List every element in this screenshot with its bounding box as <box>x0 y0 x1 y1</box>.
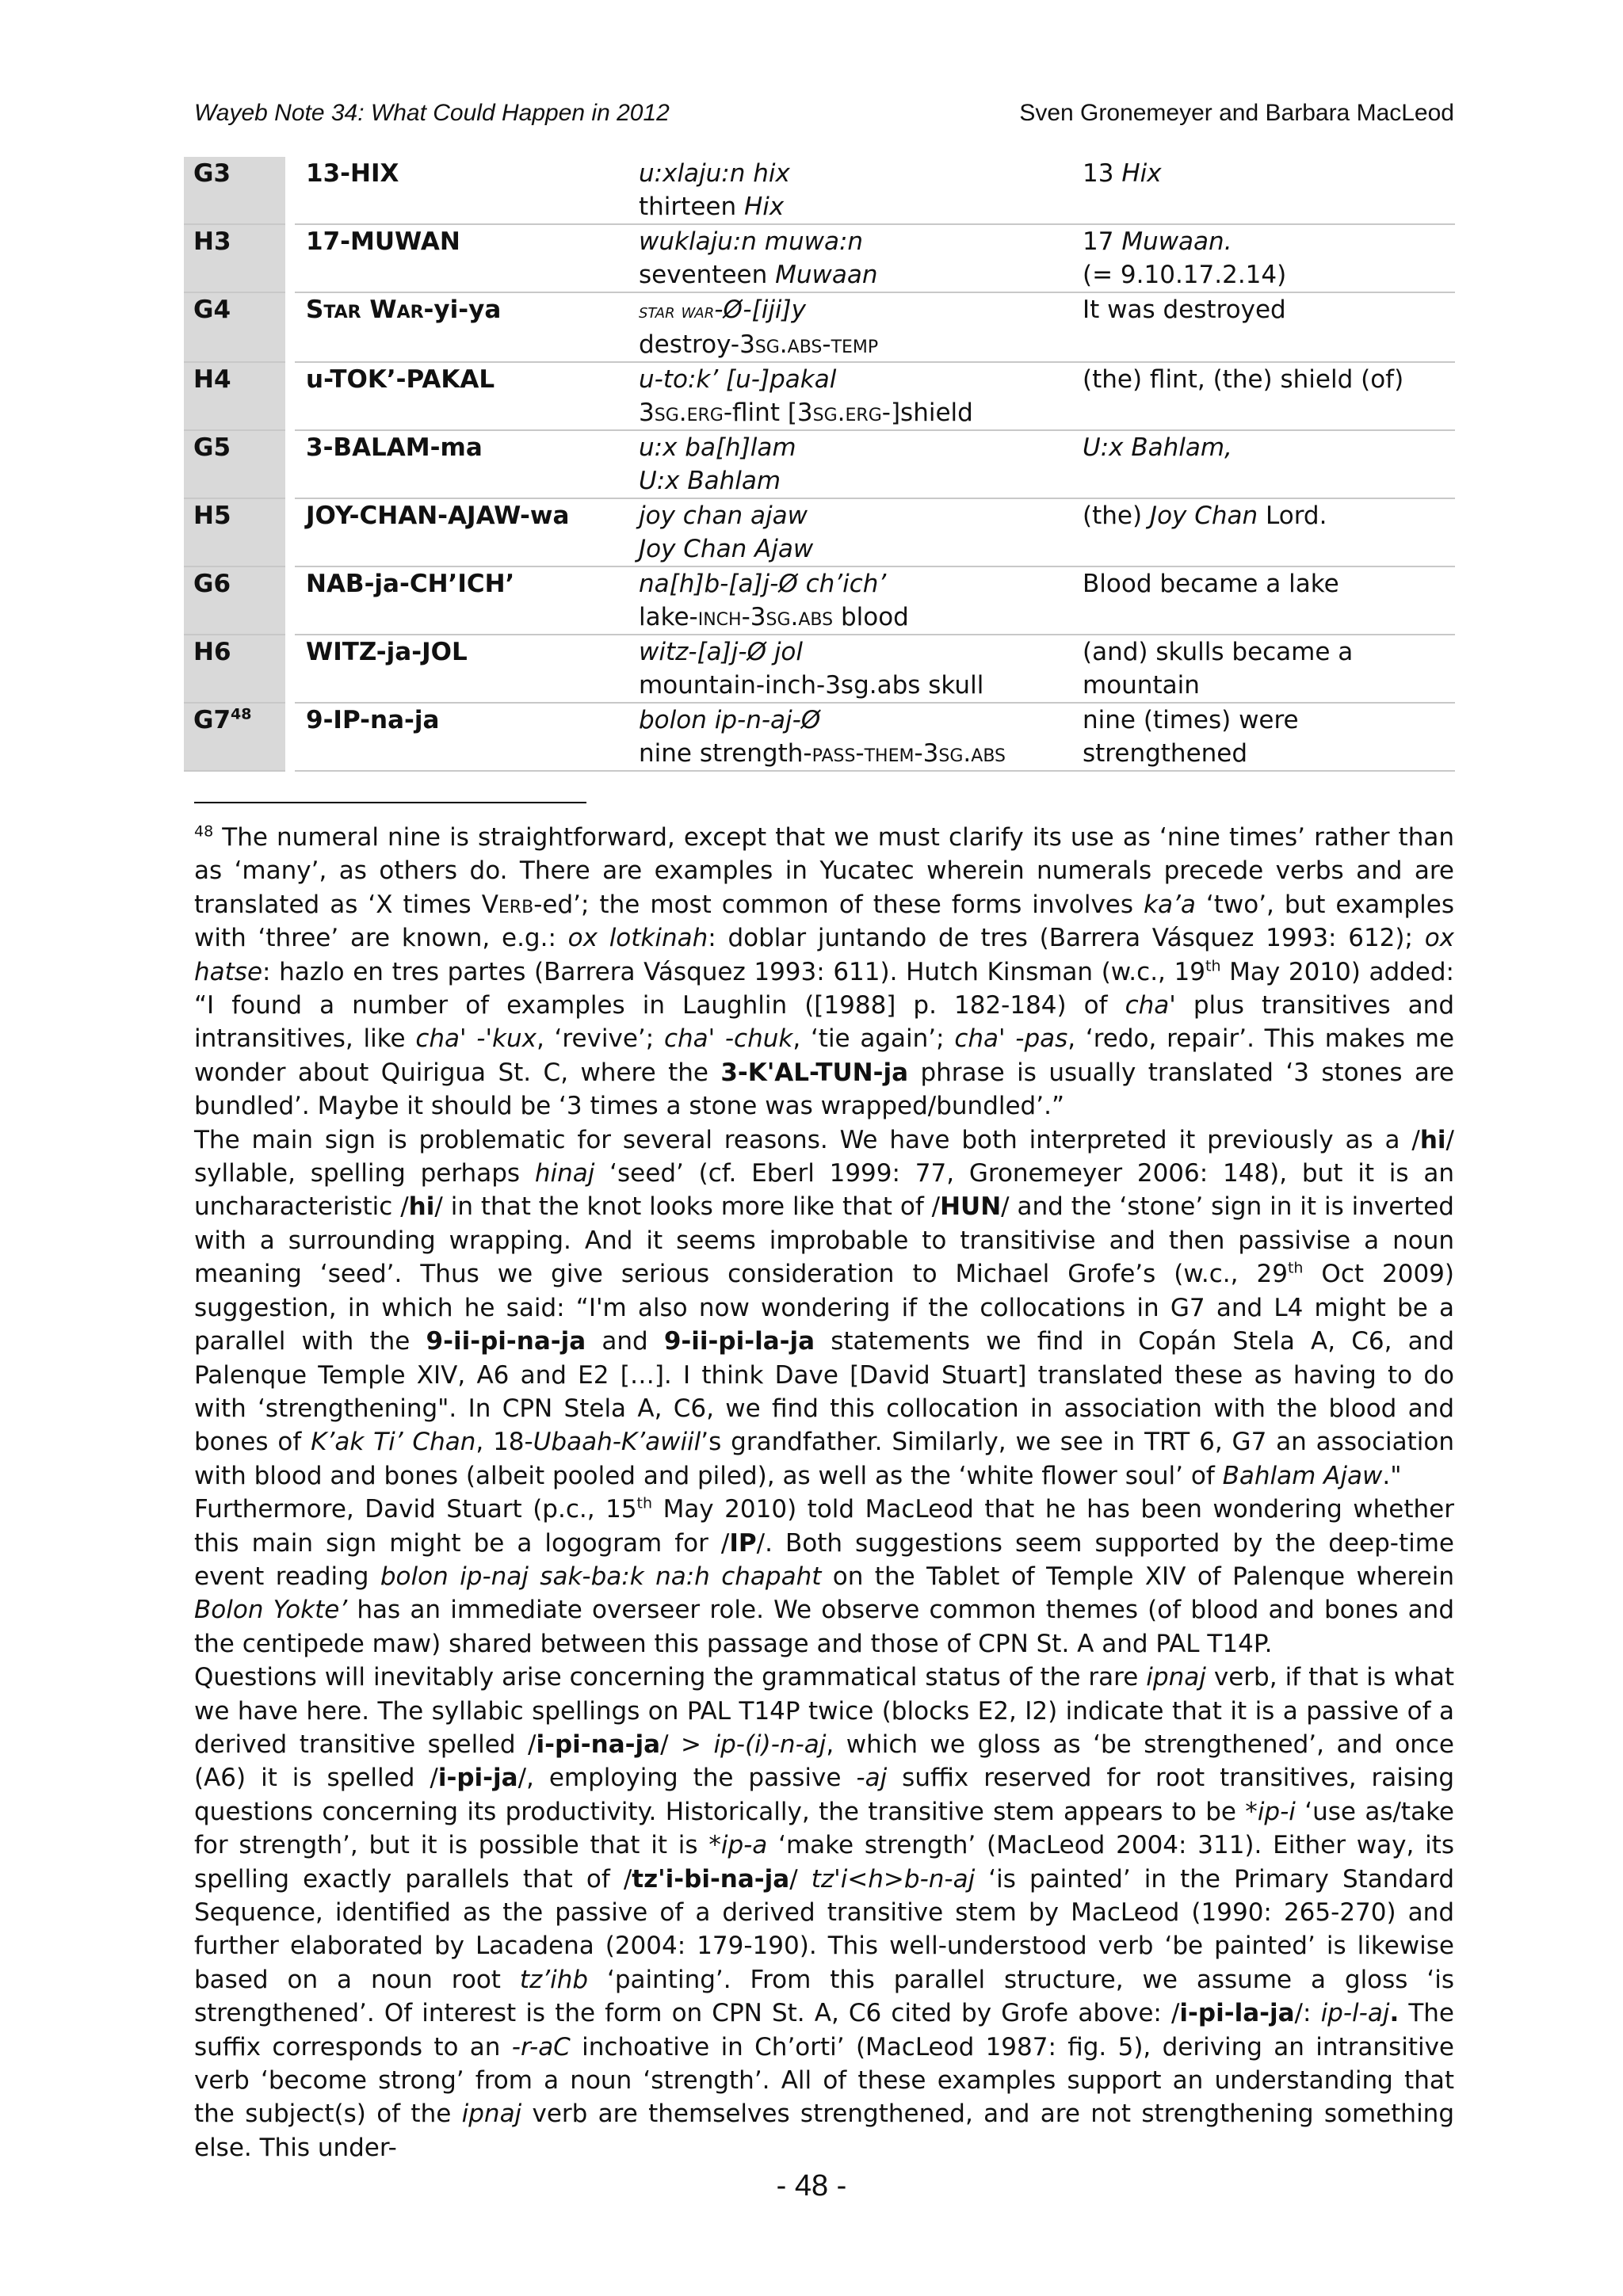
page-number: - 48 - <box>776 2169 847 2203</box>
transliteration: JOY-CHAN-AJAW-wa <box>295 498 628 566</box>
transcription: joy chan ajaw Joy Chan Ajaw <box>628 498 1071 566</box>
transcription: na[h]b-[a]j-Ø ch’ich’ lake-inch-3sg.abs blood <box>628 566 1071 635</box>
table-row <box>184 498 1455 566</box>
translation: (the) Joy Chan Lord. <box>1071 498 1455 566</box>
paragraph-grammar: Questions will inevitably arise concerning the grammatical status of the rare ipnaj verb, if that is what we have here. The syllabic spellings on PAL T14P twice (blocks E2, I2) indicate that it is a passive of a derived transitive spelled /i-pi-na-ja/ > ip-(i)-n-aj, which we gloss as ‘be strengthened’, and once (A6) it is spelled /i-pi-ja/, employing the passive -aj suffix reserved for root transitives, raising questions concerning its productivity. Historically, the transitive stem appears to be *ip-i ‘use as/take for strength’, but it is possible that it is *ip-a ‘make strength’ (MacLeod 2004: 311). Either way, its spelling exactly parallels that of /tz'i-bi-na-ja/ tz'i<h>b-n-aj ‘is painted’ in the Primary Standard Sequence, identified as the passive of a derived transitive stem by MacLeod (1990: 265-270) and further elaborated by Lacadena (2004: 179-190). This well-understood verb ‘be painted’ is likewise based on a noun root tz’ihb ‘painting’. From this parallel structure, we assume a gloss ‘is strengthened’. Of interest is the form on CPN St. A, C6 cited by Grofe above: /i-pi-la-ja/: ip-l-aj. The suffix corresponds to an -r-aC inchoative in Ch’orti’ (MacLeod 1987: fig. 5), deriving an intransitive verb ‘become strong’ from a noun ‘strength’. All of these examples support an understanding that the subject(s) of the ipnaj verb are themselves strengthened, and are not strengthening something else. This under- <box>194 1663 1455 2162</box>
table-row <box>184 566 1455 635</box>
table-row <box>184 362 1455 430</box>
transliteration: 17-MUWAN <box>295 224 628 292</box>
table-row <box>184 224 1455 292</box>
gloss-table <box>184 157 1455 772</box>
transcription: bolon ip-n-aj-Ø nine strength-pass-them-3sg.abs <box>628 703 1071 771</box>
translation: Blood became a lake <box>1071 566 1455 635</box>
running-header <box>194 100 1454 132</box>
block-id: $G7^{48}$ <box>184 703 285 771</box>
footnote-ref[interactable]: 48 <box>231 705 252 723</box>
transcription: u:xlaju:n hix thirteen Hix <box>628 157 1071 224</box>
header-authors: Sven Gronemeyer and Barbara MacLeod <box>1019 100 1454 126</box>
transcription: u:x ba[h]lam U:x Bahlam <box>628 430 1071 498</box>
transliteration: NAB-ja-CH’ICH’ <box>295 566 628 635</box>
translation: U:x Bahlam, <box>1071 430 1455 498</box>
block-id: H3 <box>184 224 285 292</box>
transliteration: 13-HIX <box>295 157 628 224</box>
table-row <box>184 703 1455 771</box>
translation: 17 Muwaan. (= 9.10.17.2.14) <box>1071 224 1455 292</box>
paragraph-stuart: Furthermore, David Stuart (p.c., 15th May 2010) told MacLeod that he has been wondering whether this main sign might be a logogram for /IP/. Both suggestions seem supported by the deep-time event reading bolon ip-naj sak-ba:k na:h chapaht on the Tablet of Temple XIV of Palenque wherein Bolon Yokte’ has an immediate overseer role. We observe common themes (of blood and bones and the centipede maw) shared between this passage and those of CPN St. A and PAL T14P. <box>194 1494 1455 1658</box>
translation: (the) flint, (the) shield (of) <box>1071 362 1455 430</box>
transliteration: Star War-yi-ya <box>295 292 628 362</box>
block-id: H6 <box>184 635 285 703</box>
block-id: G5 <box>184 430 285 498</box>
table-row <box>184 635 1455 703</box>
translation: It was destroyed <box>1071 292 1455 362</box>
transliteration: WITZ-ja-JOL <box>295 635 628 703</box>
block-id: G3 <box>184 157 285 224</box>
translation: nine (times) were strengthened <box>1071 703 1455 771</box>
translation: (and) skulls became a mountain <box>1071 635 1455 703</box>
transliteration: 9-IP-na-ja <box>295 703 628 771</box>
table-row <box>184 430 1455 498</box>
body-text <box>194 821 1454 2164</box>
table-row <box>184 157 1455 224</box>
block-id: H4 <box>184 362 285 430</box>
block-id: G6 <box>184 566 285 635</box>
transliteration: u-TOK’-PAKAL <box>295 362 628 430</box>
transcription: witz-[a]j-Ø jol mountain-inch-3sg.abs skull <box>628 635 1071 703</box>
paragraph-main-sign: The main sign is problematic for several reasons. We have both interpreted it previously as a /hi/ syllable, spelling perhaps hinaj ‘seed’ (cf. Eberl 1999: 77, Gronemeyer 2006: 148), but it is an uncharacteristic /hi/ in that the knot looks more like that of /HUN/ and the ‘stone’ sign in it is inverted with a surrounding wrapping. And it seems improbable to transitivise and then passivise a noun meaning ‘seed’. Thus we give serious consideration to Michael Grofe’s (w.c., 29th Oct 2009) suggestion, in which he said: “I'm also now wondering if the collocations in G7 and L4 might be a parallel with the 9-ii-pi-na-ja and 9-ii-pi-la-ja statements we find in Copán Stela A, C6, and Palenque Temple XIV, A6 and E2 […]. I think Dave [David Stuart] translated these as having to do with ‘strengthening". In CPN Stela A, C6, we find this collocation in association with the blood and bones of K’ak Ti’ Chan, 18-Ubaah-K’awiil’s grandfather. Similarly, we see in TRT 6, G7 an association with blood and bones (albeit pooled and piled), as well as the ‘white flower soul’ of Bahlam Ajaw." <box>194 1125 1454 1490</box>
footnote-divider <box>194 802 586 803</box>
translation: 13 Hix <box>1071 157 1455 224</box>
table-row <box>184 292 1455 362</box>
block-id: G4 <box>184 292 285 362</box>
transcription: u-to:k’ [u-]pakal 3sg.erg-flint [3sg.erg-]shield <box>628 362 1071 430</box>
footnote-48: $^{48}$ The numeral nine is straightforward, except that we must clarify its use as ‘nine times’ rather than as ‘many’, as others do. There are examples in Yucatec wherein numerals precede verbs and are translated as ‘X times Verb-ed’; the most common of these forms involves ka’a ‘two’, but examples with ‘three’ are known, e.g.: ox lotkinah: doblar juntando de tres (Barrera Vásquez 1993: 612); ox hatse: hazlo en tres partes (Barrera Vásquez 1993: 611). Hutch Kinsman (w.c., 19th May 2010) added: “I found a number of examples in Laughlin ([1988] p. 182-184) of cha' plus transitives and intransitives, like cha' -'kux, ‘revive’; cha' -chuk, ‘tie again’; cha' -pas, ‘redo, repair’. This makes me wonder about Quirigua St. C, where the 3-K'AL-TUN-ja phrase is usually translated ‘3 stones are bundled’. Maybe it should be ‘3 times a stone was wrapped/bundled’.” <box>194 822 1455 1121</box>
block-id: H5 <box>184 498 285 566</box>
transcription: wuklaju:n muwa:n seventeen Muwaan <box>628 224 1071 292</box>
header-title: Wayeb Note 34: What Could Happen in 2012 <box>194 100 670 126</box>
transliteration: 3-BALAM-ma <box>295 430 628 498</box>
transcription: star war-Ø-[iji]y destroy-3sg.abs-temp <box>628 292 1071 362</box>
